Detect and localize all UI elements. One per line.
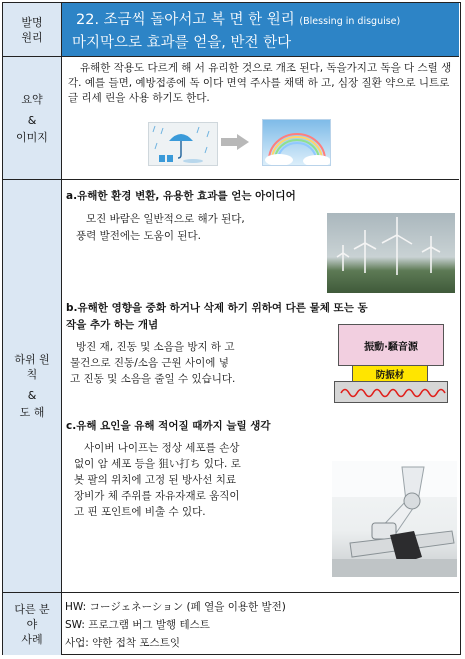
section-b-line: 방진 재, 진동 및 소음을 방지 하 고 [76,341,235,353]
section-c-line: 장비가 체 주위를 자유자재로 움직이 [74,490,240,502]
section-c-heading: c.유해 요인을 유해 적어질 때까지 늘릴 생각 [66,420,271,432]
wind-turbine-icon [327,213,455,293]
section-c-line: 사이버 나이프는 정상 세포를 손상 [84,442,240,454]
label-line: & [27,389,37,402]
business-example: 사업: 약한 접착 포스트잇 [65,637,180,649]
header-row [3,3,459,56]
sw-example: SW: 프로그램 버그 발행 테스트 [65,619,210,631]
vibration-base [334,381,448,403]
label-line: 원리 [21,30,43,44]
section-c-line: 고 핀 포인트에 비출 수 있다. [74,506,206,518]
cyberknife-photo [332,461,457,577]
label-line: 도 해 [19,406,45,419]
other-fields-row [3,593,459,655]
wind-turbine-photo [327,213,455,293]
summary-text: 유해한 작용도 다르게 해 서 유리한 것으로 개조 된다, 독을가지고 독을 다 스릴 생각. 예를 들면, 예방접종에 독 이다 면역 주사를 채택 하 고, 심장 질환 약으로 니트로 글 리세 린을 사용 하기도 한다. [68,62,452,104]
section-a-line: 모진 바람은 일반적으로 해가 된다, [86,213,245,225]
section-b-line: 물건으로 진동/소음 근원 사이에 넣 [70,357,229,369]
principle-title [76,8,400,29]
label-line: 발명 [21,15,43,29]
umbrella-icon [149,123,217,165]
other-fields-label [3,593,62,655]
label-line: 야 [26,617,38,631]
principle-subtitle: 마지막으로 효과를 얻을, 반전 한다 [72,35,292,51]
sub-principles-label [3,180,62,592]
title-english: (Blessing in disguise) [299,16,401,27]
label-line: & [27,113,37,127]
label-line: 요약 [21,92,43,106]
section-b-heading: 작을 추가 하는 개념 [66,319,159,331]
other-fields-content [62,593,459,655]
label-line: 하위 원 [14,353,50,366]
section-a-heading: a.유해한 환경 변환, 유용한 효과를 얻는 아이디어 [66,190,296,202]
summary-label [3,57,62,179]
hw-example: HW: コージェネーション (페 열을 이용한 발전) [65,601,286,613]
label-line: 이미지 [16,130,48,144]
section-c-line: 봇 팔의 위치에 고정 된 방사선 치료 [74,474,237,486]
section-a-line: 풍력 발전에는 도움이 된다. [76,230,201,242]
title-main: 22. 조금씩 돌아서고 복 면 한 원리 [76,12,300,28]
summary-row [3,57,459,179]
damping-material-box: 防振材 [352,365,428,382]
sub-principles-content [62,180,459,592]
invention-principle-label [3,3,62,56]
rainbow-icon [263,120,330,165]
rain-picture [148,122,218,166]
vibration-damping-diagram [332,316,450,408]
vibration-noise-source-box: 振動·騒音源 [338,324,444,366]
section-b-line: 고 진동 및 소음을 줄일 수 있습니다. [70,373,236,385]
arrow-right-icon [221,134,249,150]
rainbow-picture [262,119,331,166]
section-c-line: 없이 암 세포 등을 狙い打ち 있다. 로 [74,458,241,470]
robot-arm-icon [332,461,457,577]
summary-content [62,57,459,179]
sub-principles-row [3,180,459,592]
label-line: 사례 [21,632,43,646]
vibration-wave-icon [335,382,447,402]
header-title-cell [62,3,459,56]
label-line: 다른 분 [14,602,50,616]
principle-sheet [2,2,461,655]
label-line: 칙 [26,368,38,381]
section-b-heading: b.유해한 영향을 중화 하거나 삭제 하기 위하여 다른 물체 또는 동 [66,302,368,314]
